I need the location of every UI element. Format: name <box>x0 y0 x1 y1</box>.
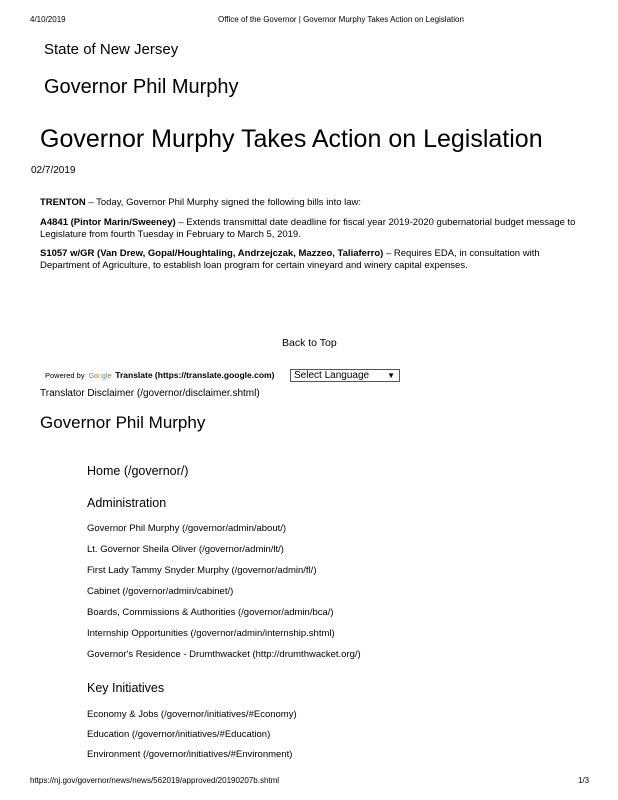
article-date: 02/7/2019 <box>31 165 76 176</box>
dateline: TRENTON <box>40 197 86 208</box>
governor-site-title[interactable]: Governor Phil Murphy <box>44 76 239 98</box>
nav-initiative-link[interactable]: Education (/governor/initiatives/#Education) <box>87 729 271 740</box>
nav-admin-link[interactable]: Lt. Governor Sheila Oliver (/governor/admin/lt/) <box>87 544 284 555</box>
bill-id: S1057 w/GR (Van Drew, Gopal/Houghtaling, Andrzejczak, Mazzeo, Taliaferro) <box>40 248 384 259</box>
print-page-title: Office of the Governor | Governor Murphy Takes Action on Legislation <box>218 15 464 24</box>
nav-admin-link[interactable]: Internship Opportunities (/governor/admin/internship.shtml) <box>87 628 335 639</box>
nav-admin-link[interactable]: Boards, Commissions & Authorities (/governor/admin/bca/) <box>87 607 334 618</box>
language-select-value: Select Language <box>294 370 370 381</box>
nav-initiative-link[interactable]: Environment (/governor/initiatives/#Environment) <box>87 749 293 760</box>
dropdown-arrow-icon: ▼ <box>387 371 395 380</box>
nav-admin-link[interactable]: Governor Phil Murphy (/governor/admin/about/) <box>87 523 287 534</box>
bill-paragraph <box>40 248 580 272</box>
nav-admin-link[interactable]: Cabinet (/governor/admin/cabinet/) <box>87 586 234 597</box>
state-name[interactable]: State of New Jersey <box>44 41 179 58</box>
nav-initiatives-heading: Key Initiatives <box>87 681 165 695</box>
google-logo: Google <box>88 373 112 380</box>
language-select[interactable] <box>290 369 400 382</box>
translate-link[interactable]: Translate (https://translate.google.com) <box>115 370 275 380</box>
bill-paragraph <box>40 217 580 241</box>
print-date: 4/10/2019 <box>30 15 66 24</box>
intro-paragraph <box>40 197 580 209</box>
google-translate-bar <box>45 370 274 380</box>
nav-administration-heading: Administration <box>87 496 167 510</box>
print-page-number: 1/3 <box>578 776 590 785</box>
article-title: Governor Murphy Takes Action on Legislation <box>40 125 543 153</box>
powered-by-label: Powered by <box>45 371 85 380</box>
nav-admin-link[interactable]: First Lady Tammy Snyder Murphy (/governor/admin/fl/) <box>87 565 317 576</box>
back-to-top-link[interactable]: Back to Top <box>282 337 337 349</box>
nav-admin-link[interactable]: Governor's Residence - Drumthwacket (http://drumthwacket.org/) <box>87 649 361 660</box>
print-url: https://nj.gov/governor/news/news/562019/approved/20190207b.shtml <box>30 776 280 785</box>
nav-initiative-link[interactable]: Economy & Jobs (/governor/initiatives/#Economy) <box>87 709 297 720</box>
footer-title: Governor Phil Murphy <box>40 413 206 432</box>
translator-disclaimer-link[interactable]: Translator Disclaimer (/governor/disclaimer.shtml) <box>40 388 260 399</box>
bill-id: A4841 (Pintor Marin/Sweeney) <box>40 217 176 228</box>
intro-text: – Today, Governor Phil Murphy signed the following bills into law: <box>85 197 362 208</box>
bill-description: – Requires EDA, in consultation with Department of Agriculture, to establish loan program for certain vineyard and winery capital expenses. <box>40 248 540 271</box>
nav-home-link[interactable]: Home (/governor/) <box>87 464 189 478</box>
bill-description: – Extends transmittal date deadline for fiscal year 2019-2020 gubernatorial budget message to Legislature from fourth Tuesday in February to March 5, 2019. <box>40 217 576 240</box>
